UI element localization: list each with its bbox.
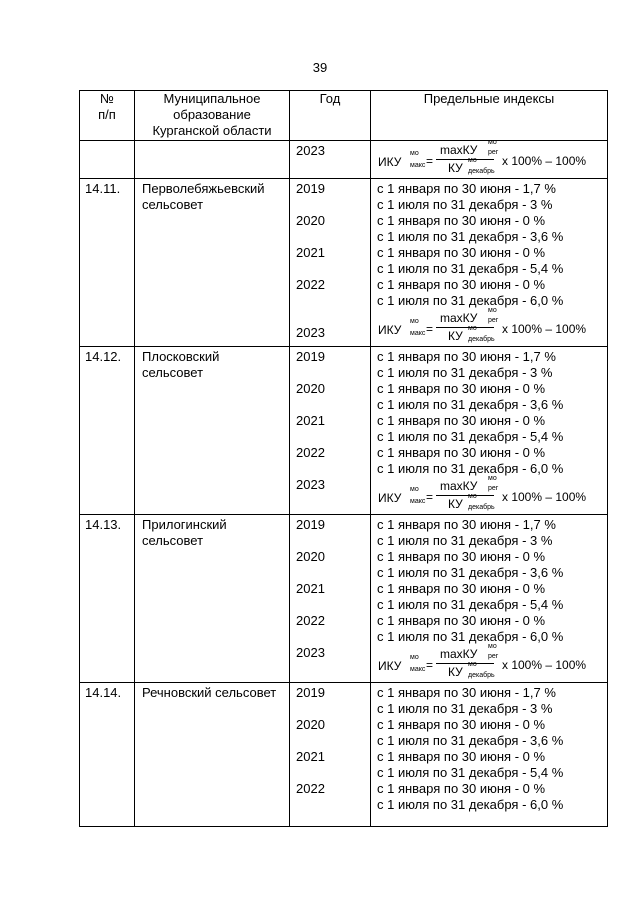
index-line: с 1 июля по 31 декабря - 6,0 % [377,461,564,476]
formula-lhs-text: ИКУ [378,491,402,505]
year-label: 2019 [296,349,325,364]
year-label: 2022 [296,445,325,460]
cell-indices [371,347,608,515]
formula-lhs [378,486,426,505]
index-line: с 1 июля по 31 декабря - 6,0 % [377,629,564,644]
municipality-name: Речновский сельсовет [135,683,290,827]
index-line: с 1 января по 30 июня - 0 % [377,381,546,396]
formula-numerator [440,139,499,157]
index-line: с 1 июля по 31 декабря - 3,6 % [377,397,564,412]
index-line: с 1 июля по 31 декабря - 3 % [377,365,553,380]
formula-lhs-sub: макс [410,498,426,505]
cell-years [290,515,371,683]
index-line: с 1 января по 30 июня - 0 % [377,445,546,460]
table-row-continuation [80,141,608,179]
index-line: с 1 января по 30 июня - 0 % [377,549,546,564]
index-line: с 1 января по 30 июня - 0 % [377,277,546,292]
page-number: 39 [312,60,328,75]
row-number: 14.14. [80,683,135,827]
row-number: 14.11. [80,179,135,347]
index-line: с 1 июля по 31 декабря - 5,4 % [377,261,564,276]
formula-tail: x 100% – 100% [502,322,587,336]
year-label: 2023 [296,143,325,158]
index-line: с 1 июля по 31 декабря - 5,4 % [377,765,564,780]
year-label: 2020 [296,549,325,564]
header-indices: Предельные индексы [371,91,608,141]
year-label: 2019 [296,685,325,700]
formula-equals: = [426,154,434,168]
formula-num-sup: мо [488,307,497,314]
row-number: 14.12. [80,347,135,515]
cell-years [290,347,371,515]
index-line: с 1 января по 30 июня - 1,7 % [377,181,556,196]
cell-name-empty [135,141,290,179]
year-label: 2022 [296,613,325,628]
index-line: с 1 июля по 31 декабря - 3 % [377,701,553,716]
formula-lhs-sup: мо [410,654,419,661]
fraction-bar [436,663,494,664]
municipality-name: Прилогинский сельсовет [135,515,290,683]
formula-lhs-text: ИКУ [378,155,402,169]
formula-den-sub: декабрь [468,336,495,343]
formula-num-sub: рег [488,149,499,156]
formula-lhs [378,150,426,169]
row-number: 14.13. [80,515,135,683]
year-label: 2021 [296,581,325,596]
index-line: с 1 июля по 31 декабря - 3,6 % [377,229,564,244]
cell-indices [371,683,608,827]
formula-equals: = [426,322,434,336]
year-label: 2021 [296,245,325,260]
formula-den-sup: мо [468,661,477,668]
formula-lhs-sub: макс [410,330,426,337]
index-line: с 1 июля по 31 декабря - 3,6 % [377,565,564,580]
year-label: 2021 [296,749,325,764]
formula-num-sub: рег [488,653,499,660]
index-line: с 1 июля по 31 декабря - 5,4 % [377,429,564,444]
formula-lhs-sup: мо [410,318,419,325]
formula-numerator [440,643,499,661]
formula-lhs-sup: мо [410,150,419,157]
cell-indices [371,141,608,179]
formula-lhs-sub: макс [410,666,426,673]
formula-num-sup: мо [488,475,497,482]
header-year: Год [290,91,371,141]
index-line: с 1 июля по 31 декабря - 6,0 % [377,797,564,812]
formula-num-text: maxКУ [440,647,478,661]
cell-num-empty [80,141,135,179]
formula-equals: = [426,658,434,672]
index-line: с 1 января по 30 июня - 1,7 % [377,517,556,532]
index-line: с 1 января по 30 июня - 0 % [377,413,546,428]
formula-den-text: КУ [448,497,463,511]
formula-lhs-sub: макс [410,162,426,169]
municipality-name: Перволебяжьевский сельсовет [135,179,290,347]
fraction-bar [436,159,494,160]
table-row [80,515,608,683]
cell-years [290,141,371,179]
cell-years [290,179,371,347]
formula-den-text: КУ [448,161,463,175]
formula [378,643,602,681]
index-line: с 1 июля по 31 декабря - 6,0 % [377,293,564,308]
year-label: 2020 [296,213,325,228]
index-line: с 1 января по 30 июня - 1,7 % [377,349,556,364]
index-line: с 1 июля по 31 декабря - 3,6 % [377,733,564,748]
index-line: с 1 июля по 31 декабря - 3 % [377,197,553,212]
index-line: с 1 января по 30 июня - 0 % [377,717,546,732]
formula [378,139,602,177]
formula-lhs [378,654,426,673]
formula-tail: x 100% – 100% [502,658,587,672]
year-label: 2020 [296,381,325,396]
year-label: 2019 [296,517,325,532]
year-label: 2023 [296,477,325,492]
formula-tail: x 100% – 100% [502,154,587,168]
formula-denominator [448,661,495,679]
formula-den-sub: декабрь [468,168,495,175]
table-header-row [80,91,608,141]
index-line: с 1 июля по 31 декабря - 5,4 % [377,597,564,612]
formula-denominator [448,325,495,343]
formula-num-sup: мо [488,643,497,650]
index-line: с 1 января по 30 июня - 1,7 % [377,685,556,700]
formula-den-sub: декабрь [468,504,495,511]
header-municipality: Муниципальное образование Курганской области [135,91,290,141]
formula-den-sup: мо [468,325,477,332]
index-line: с 1 января по 30 июня - 0 % [377,245,546,260]
indices-table [79,90,608,827]
formula-numerator [440,475,499,493]
formula-den-text: КУ [448,665,463,679]
year-label: 2022 [296,781,325,796]
formula-equals: = [426,490,434,504]
index-line: с 1 января по 30 июня - 0 % [377,613,546,628]
table-row [80,347,608,515]
formula-tail: x 100% – 100% [502,490,587,504]
year-label: 2023 [296,645,325,660]
year-label: 2020 [296,717,325,732]
formula-den-sup: мо [468,157,477,164]
formula-denominator [448,493,495,511]
year-label: 2023 [296,325,325,340]
formula [378,307,602,345]
formula-num-text: maxКУ [440,479,478,493]
formula-num-text: maxКУ [440,143,478,157]
cell-indices [371,179,608,347]
index-line: с 1 января по 30 июня - 0 % [377,749,546,764]
table-row [80,683,608,827]
formula-lhs-text: ИКУ [378,659,402,673]
year-label: 2019 [296,181,325,196]
fraction-bar [436,495,494,496]
formula-denominator [448,157,495,175]
formula-den-sub: декабрь [468,672,495,679]
formula-num-sub: рег [488,317,499,324]
index-line: с 1 января по 30 июня - 0 % [377,213,546,228]
formula-lhs-text: ИКУ [378,323,402,337]
table-row [80,179,608,347]
municipality-name: Плосковский сельсовет [135,347,290,515]
fraction-bar [436,327,494,328]
formula-num-sub: рег [488,485,499,492]
index-line: с 1 июля по 31 декабря - 3 % [377,533,553,548]
formula-num-text: maxКУ [440,311,478,325]
year-label: 2021 [296,413,325,428]
formula-numerator [440,307,499,325]
year-label: 2022 [296,277,325,292]
formula [378,475,602,513]
cell-years [290,683,371,827]
formula-num-sup: мо [488,139,497,146]
header-num: № п/п [80,91,135,141]
cell-indices [371,515,608,683]
formula-den-sup: мо [468,493,477,500]
index-line: с 1 января по 30 июня - 0 % [377,581,546,596]
formula-den-text: КУ [448,329,463,343]
index-line: с 1 января по 30 июня - 0 % [377,781,546,796]
formula-lhs [378,318,426,337]
formula-lhs-sup: мо [410,486,419,493]
